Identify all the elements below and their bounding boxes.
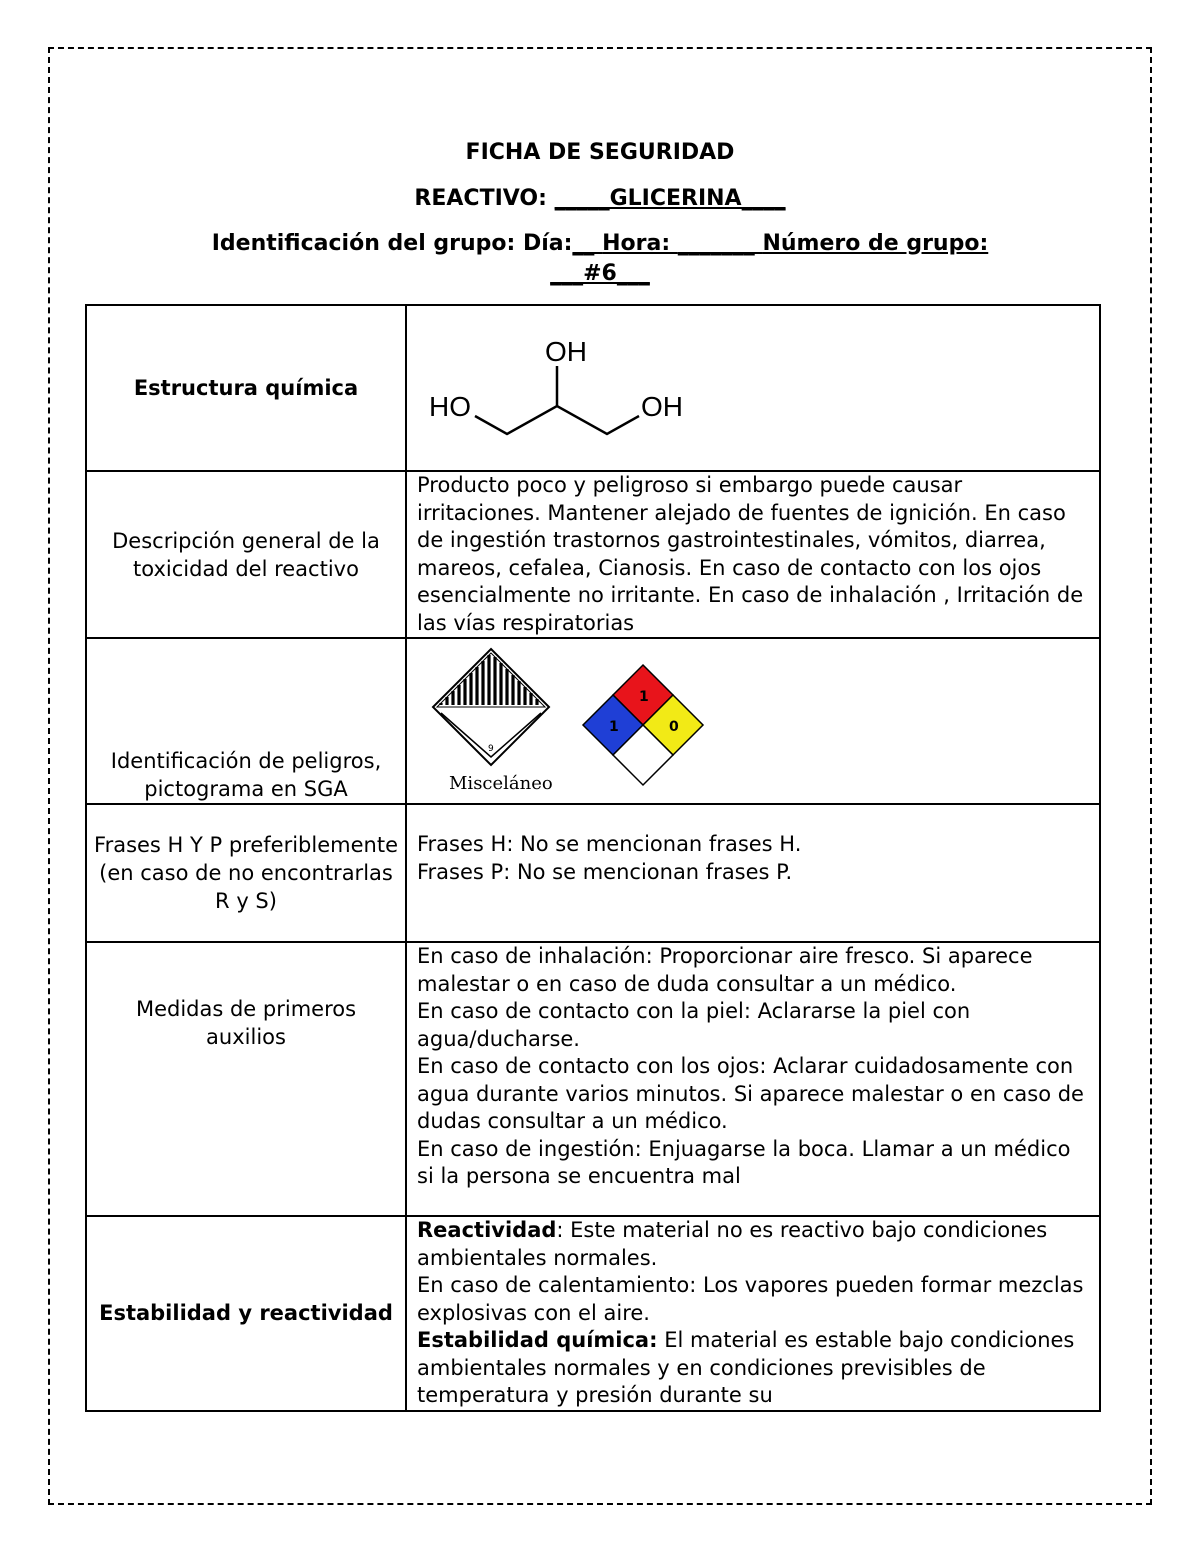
table-row — [86, 804, 1100, 942]
first-aid-eyes: En caso de contacto con los ojos: Aclarar cuidadosamente con agua durante varios minutos. Si aparece malestar o en caso de dudas consultar a un médico. — [417, 1054, 1084, 1133]
chem-stability-title: Estabilidad química: — [417, 1328, 658, 1352]
stability-cell — [406, 1216, 1100, 1411]
nfpa-reactivity-value: 0 — [669, 719, 679, 735]
hazards-cell — [406, 638, 1100, 804]
hazards-label: Identificación de peligros, pictograma en SGA — [86, 638, 406, 804]
table-row — [86, 638, 1100, 804]
group-number-line — [90, 259, 1110, 289]
day-value: __ — [572, 231, 603, 256]
misc-class-number: 9 — [488, 744, 494, 754]
hazard-pictograms — [407, 639, 727, 799]
chem-stability-text: El material es estable bajo condiciones ambientales normales y en condiciones previsibles de temperatura y presión durante su — [417, 1328, 1075, 1407]
structure-label: Estructura química — [86, 305, 406, 471]
first-aid-inhalation: En caso de inhalación: Proporcionar aire fresco. Si aparece malestar o en caso de duda consultar a un médico. — [417, 944, 1033, 996]
group-line — [90, 229, 1110, 259]
toxicity-text: Producto poco y peligroso si embargo puede causar irritaciones. Mantener alejado de fuentes de ignición. En caso de ingestión trastornos gastrointestinales, vómitos, diarrea, mareos, cefalea, Cianosis. En caso de contacto con los ojos esencialmente no irritante. En caso de inhalación , Irritación de las vías respiratorias — [406, 471, 1100, 638]
phrases-cell — [406, 804, 1100, 942]
nfpa-health-value: 1 — [609, 719, 619, 735]
document-title: FICHA DE SEGURIDAD — [465, 140, 735, 165]
table-row — [86, 1216, 1100, 1411]
table-row — [86, 305, 1100, 471]
reactivity-title: Reactividad — [417, 1218, 557, 1242]
reagent-line — [90, 184, 1110, 214]
structure-cell — [406, 305, 1100, 471]
chem-stability-paragraph — [417, 1327, 1089, 1410]
reactivity-text: : Este material no es reactivo bajo condiciones ambientales normales. — [417, 1218, 1048, 1270]
oh-right-label: OH — [641, 391, 683, 422]
first-aid-label: Medidas de primeros auxilios — [86, 942, 406, 1216]
ho-left-label: HO — [429, 391, 471, 422]
safety-data-table — [85, 304, 1101, 1412]
first-aid-skin: En caso de contacto con la piel: Aclararse la piel con agua/ducharse. — [417, 999, 971, 1051]
oh-top-label: OH — [545, 336, 587, 367]
phrases-label: Frases H Y P preferiblemente (en caso de no encontrarlas R y S) — [86, 804, 406, 942]
misc-caption: Misceláneo — [449, 773, 553, 794]
carbon-chain — [475, 406, 639, 434]
misc-hazard-diamond — [433, 649, 549, 765]
glycerol-structure-diagram — [407, 306, 707, 466]
first-aid-ingestion: En caso de ingestión: Enjuagarse la boca. Llamar a un médico si la persona se encuentra mal — [417, 1136, 1071, 1188]
reagent-name: _____GLICERINA____ — [554, 186, 786, 211]
group-label: Identificación del grupo: Día: — [211, 231, 573, 256]
group-number-value: ___#6___ — [550, 261, 650, 286]
h-phrases-text: Frases H: No se mencionan frases H. — [417, 832, 802, 856]
stability-label: Estabilidad y reactividad — [86, 1216, 406, 1411]
p-phrases-text: Frases P: No se mencionan frases P. — [417, 859, 793, 884]
toxicity-label: Descripción general de la toxicidad del reactivo — [86, 471, 406, 638]
group-number-label: Número de grupo: — [762, 231, 989, 256]
table-row — [86, 942, 1100, 1216]
first-aid-cell — [406, 942, 1100, 1216]
hour-label: Hora: — [602, 231, 678, 256]
heating-text: En caso de calentamiento: Los vapores pueden formar mezclas explosivas con el aire. — [417, 1273, 1084, 1325]
nfpa-flammability-value: 1 — [639, 689, 649, 705]
hour-value: _______ — [677, 231, 763, 256]
table-row — [86, 471, 1100, 638]
reactivity-paragraph — [417, 1217, 1089, 1272]
nfpa-diamond — [583, 665, 703, 785]
reagent-label: REACTIVO: — [414, 186, 555, 211]
